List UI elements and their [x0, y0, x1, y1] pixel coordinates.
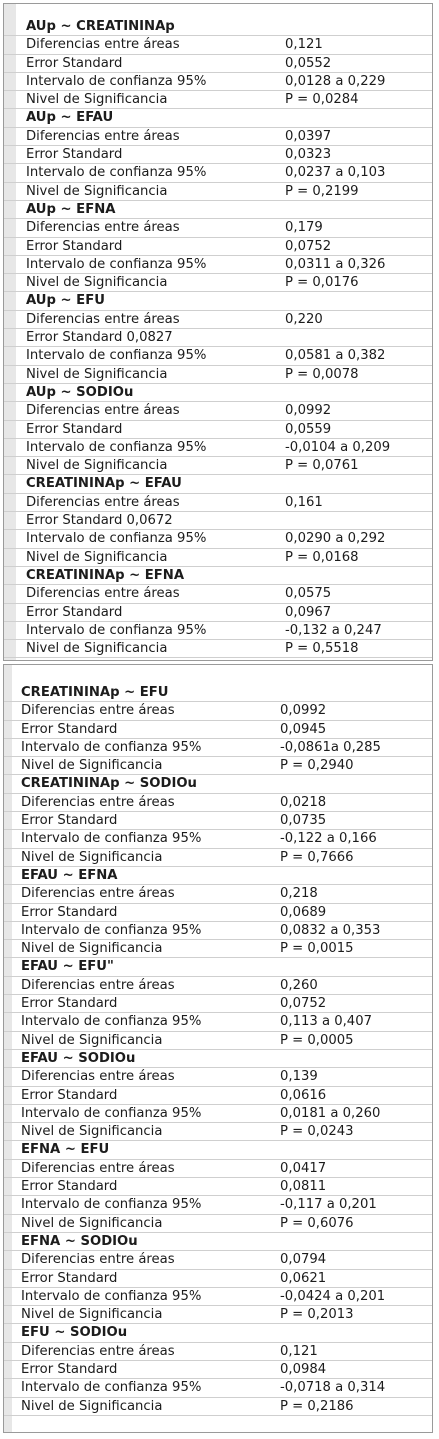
stat-value: P = 0,0284	[285, 92, 359, 108]
stat-row	[4, 55, 432, 73]
stat-value: 0,260	[280, 977, 318, 993]
stat-value: P = 0,0015	[280, 941, 354, 957]
stat-label: Nivel de Significancia	[21, 1307, 163, 1323]
stat-row	[4, 1270, 432, 1288]
stat-row	[4, 1215, 432, 1233]
stat-label: Error Standard	[21, 1179, 118, 1195]
stat-value: -0,0424 a 0,201	[280, 1288, 386, 1304]
stat-label: Nivel de Significancia	[21, 1032, 163, 1048]
stat-row	[4, 1105, 432, 1123]
stat-label: Nivel de Significancia	[21, 758, 163, 774]
stat-label: Intervalo de confianza 95%	[21, 1288, 202, 1304]
stat-label: Intervalo de confianza 95%	[21, 739, 202, 755]
stat-label: Nivel de Significancia	[26, 183, 168, 199]
stat-value: 0,113 a 0,407	[280, 1014, 372, 1030]
stat-row	[4, 849, 432, 867]
stat-label: Nivel de Significancia	[26, 641, 168, 657]
stat-row	[4, 721, 432, 739]
stat-row	[4, 904, 432, 922]
stat-label: Intervalo de confianza 95%	[21, 1197, 202, 1213]
stat-row	[4, 1032, 432, 1050]
comparison-title: EFAU ~ SODIOu	[21, 1050, 136, 1066]
stat-label: Error Standard	[26, 238, 123, 254]
stat-row	[4, 1379, 432, 1397]
stat-label: Error Standard	[21, 996, 118, 1012]
stat-row	[4, 1251, 432, 1269]
stat-row	[4, 640, 432, 658]
stat-label: Error Standard	[21, 721, 118, 737]
stat-label: Intervalo de confianza 95%	[21, 1380, 202, 1396]
stat-label: Intervalo de confianza 95%	[26, 73, 207, 89]
stat-label: Error Standard	[26, 604, 123, 620]
stat-label: Diferencias entre áreas	[26, 37, 180, 53]
stat-row	[4, 146, 432, 164]
stat-row	[4, 1398, 432, 1416]
stat-value: -0,0718 a 0,314	[280, 1380, 386, 1396]
stat-label: Nivel de Significancia	[21, 941, 163, 957]
stat-row	[4, 812, 432, 830]
stat-value: 0,0689	[280, 904, 327, 920]
stat-value: -0,0861a 0,285	[280, 739, 381, 755]
stat-label: Error Standard	[21, 813, 118, 829]
comparison-header	[4, 384, 432, 402]
stat-row	[4, 183, 432, 201]
comparison-header	[4, 867, 432, 885]
stat-label: Diferencias entre áreas	[21, 703, 175, 719]
stat-row	[4, 549, 432, 567]
stat-value: -0,122 a 0,166	[280, 831, 377, 847]
stat-label: Intervalo de confianza 95%	[26, 165, 207, 181]
stat-value: P = 0,0243	[280, 1124, 354, 1140]
stat-row	[4, 329, 432, 347]
comparison-header	[4, 109, 432, 127]
stat-value: 0,0811	[280, 1179, 327, 1195]
stat-row	[4, 622, 432, 640]
stat-value: 0,0397	[285, 128, 332, 144]
stat-value: P = 0,6076	[280, 1215, 354, 1231]
comparison-title: EFNA ~ EFU	[21, 1142, 110, 1158]
stat-label: Nivel de Significancia	[21, 1215, 163, 1231]
comparison-header	[4, 684, 432, 702]
comparison-title: AUp ~ EFAU	[26, 110, 114, 126]
stat-row	[4, 604, 432, 622]
comparison-header	[4, 567, 432, 585]
stat-row	[4, 219, 432, 237]
stat-label: Error Standard	[26, 421, 123, 437]
stat-row	[4, 421, 432, 439]
stat-value: 0,0621	[280, 1270, 327, 1286]
stat-label: Error Standard	[21, 1087, 118, 1103]
comparison-title: AUp ~ EFNA	[26, 201, 116, 217]
stat-label: Nivel de Significancia	[21, 1398, 163, 1414]
stat-value: 0,0323	[285, 147, 332, 163]
stat-row	[4, 164, 432, 182]
comparison-header	[4, 18, 432, 36]
stat-label: Error Standard	[21, 1270, 118, 1286]
stat-value: 0,0832 a 0,353	[280, 922, 381, 938]
stat-value: P = 0,0761	[285, 458, 359, 474]
stat-label: Intervalo de confianza 95%	[26, 622, 207, 638]
stat-label: Diferencias entre áreas	[26, 494, 180, 510]
stat-value: -0,0104 a 0,209	[285, 439, 391, 455]
comparison-header	[4, 1324, 432, 1342]
stat-row	[4, 922, 432, 940]
stat-row	[4, 238, 432, 256]
stat-row	[4, 1343, 432, 1361]
stat-value: 0,0992	[280, 703, 327, 719]
stat-row	[4, 885, 432, 903]
stat-label: Diferencias entre áreas	[21, 1069, 175, 1085]
stat-label: Error Standard	[21, 1361, 118, 1377]
stat-value: P = 0,0168	[285, 549, 359, 565]
stat-row	[4, 1178, 432, 1196]
stat-row	[4, 830, 432, 848]
stat-value: 0,0752	[280, 996, 327, 1012]
stat-value: 0,0581 a 0,382	[285, 348, 386, 364]
comparison-header	[4, 1050, 432, 1068]
stat-value: 0,0984	[280, 1361, 327, 1377]
stat-label: Diferencias entre áreas	[21, 1160, 175, 1176]
stat-row	[4, 73, 432, 91]
stat-row	[4, 1123, 432, 1141]
stat-row	[4, 702, 432, 720]
stat-label: Nivel de Significancia	[21, 1124, 163, 1140]
stat-row	[4, 494, 432, 512]
comparison-title: EFAU ~ EFNA	[21, 867, 118, 883]
stat-row	[4, 940, 432, 958]
stat-value: P = 0,0078	[285, 366, 359, 382]
stat-row	[4, 1013, 432, 1031]
comparison-header	[4, 292, 432, 310]
stat-value: P = 0,2013	[280, 1307, 354, 1323]
stat-row	[4, 128, 432, 146]
stat-row	[4, 1196, 432, 1214]
stat-row	[4, 1306, 432, 1324]
stat-value: 0,0552	[285, 55, 332, 71]
stat-value: -0,117 a 0,201	[280, 1197, 377, 1213]
stat-label: Diferencias entre áreas	[26, 403, 180, 419]
stat-value: 0,179	[285, 220, 323, 236]
stat-value: 0,0559	[285, 421, 332, 437]
stat-value: 0,0794	[280, 1252, 327, 1268]
stat-value: 0,121	[285, 37, 323, 53]
stat-row	[4, 256, 432, 274]
stat-row	[4, 530, 432, 548]
stat-row	[4, 347, 432, 365]
stat-label: Intervalo de confianza 95%	[26, 348, 207, 364]
comparison-title: CREATININAp ~ SODIOu	[21, 776, 197, 792]
comparison-header	[4, 958, 432, 976]
stat-value: 0,0945	[280, 721, 327, 737]
comparison-title: AUp ~ SODIOu	[26, 384, 134, 400]
stat-value: 0,0992	[285, 403, 332, 419]
stat-label: Diferencias entre áreas	[26, 128, 180, 144]
stat-row	[4, 1160, 432, 1178]
stat-row	[4, 739, 432, 757]
stat-value: 0,0575	[285, 586, 332, 602]
stat-value: 0,218	[280, 886, 318, 902]
comparison-header	[4, 1141, 432, 1159]
stat-label: Error Standard 0,0827	[26, 330, 173, 346]
comparison-title: CREATININAp ~ EFAU	[26, 476, 182, 492]
stat-row	[4, 1361, 432, 1379]
stat-value: 0,0967	[285, 604, 332, 620]
stat-label: Error Standard	[26, 55, 123, 71]
results-table-page-2	[3, 664, 433, 1433]
stat-label: Nivel de Significancia	[26, 92, 168, 108]
stat-value: 0,0616	[280, 1087, 327, 1103]
stat-label: Nivel de Significancia	[26, 458, 168, 474]
stat-label: Diferencias entre áreas	[26, 586, 180, 602]
stat-label: Diferencias entre áreas	[21, 977, 175, 993]
rows-container	[4, 18, 432, 658]
stat-value: 0,220	[285, 311, 323, 327]
stat-value: 0,0237 a 0,103	[285, 165, 386, 181]
stat-value: 0,0128 a 0,229	[285, 73, 386, 89]
stat-row	[4, 91, 432, 109]
comparison-title: EFAU ~ EFU"	[21, 959, 114, 975]
comparison-header	[4, 201, 432, 219]
comparison-title: CREATININAp ~ EFU	[21, 685, 169, 700]
stat-row	[4, 274, 432, 292]
stat-label: Intervalo de confianza 95%	[21, 831, 202, 847]
comparison-title: EFU ~ SODIOu	[21, 1325, 128, 1341]
comparison-title: AUp ~ EFU	[26, 293, 105, 309]
stat-label: Nivel de Significancia	[26, 366, 168, 382]
stat-label: Nivel de Significancia	[21, 849, 163, 865]
comparison-header	[4, 475, 432, 493]
stat-value: P = 0,0176	[285, 275, 359, 291]
stat-value: P = 0,5518	[285, 641, 359, 657]
results-table-page-1	[3, 3, 433, 661]
stat-label: Intervalo de confianza 95%	[21, 1105, 202, 1121]
comparison-title: CREATININAp ~ EFNA	[26, 567, 185, 583]
stat-value: 0,0752	[285, 238, 332, 254]
stat-label: Intervalo de confianza 95%	[26, 256, 207, 272]
stat-row	[4, 585, 432, 603]
stat-label: Error Standard 0,0672	[26, 513, 173, 529]
stat-label: Diferencias entre áreas	[21, 1343, 175, 1359]
stat-row	[4, 977, 432, 995]
rows-container	[4, 684, 432, 1416]
stat-value: 0,0181 a 0,260	[280, 1105, 381, 1121]
stat-value: 0,0290 a 0,292	[285, 531, 386, 547]
stat-label: Error Standard	[26, 147, 123, 163]
stat-label: Intervalo de confianza 95%	[26, 531, 207, 547]
stat-label: Diferencias entre áreas	[21, 886, 175, 902]
comparison-title: AUp ~ CREATININAp	[26, 19, 175, 34]
stat-value: 0,0735	[280, 813, 327, 829]
stat-row	[4, 1068, 432, 1086]
stat-label: Diferencias entre áreas	[26, 311, 180, 327]
stat-label: Nivel de Significancia	[26, 549, 168, 565]
stat-row	[4, 794, 432, 812]
stat-label: Intervalo de confianza 95%	[21, 1014, 202, 1030]
stat-value: 0,0218	[280, 794, 327, 810]
stat-value: 0,161	[285, 494, 323, 510]
stat-label: Diferencias entre áreas	[26, 220, 180, 236]
stat-row	[4, 402, 432, 420]
stat-value: P = 0,2940	[280, 758, 354, 774]
stat-row	[4, 1087, 432, 1105]
stat-value: P = 0,2186	[280, 1398, 354, 1414]
stat-row	[4, 439, 432, 457]
stat-value: 0,139	[280, 1069, 318, 1085]
stat-label: Intervalo de confianza 95%	[21, 922, 202, 938]
comparison-title: EFNA ~ SODIOu	[21, 1233, 138, 1249]
stat-row	[4, 457, 432, 475]
stat-label: Error Standard	[21, 904, 118, 920]
stat-label: Diferencias entre áreas	[21, 1252, 175, 1268]
comparison-header	[4, 775, 432, 793]
stat-value: P = 0,0005	[280, 1032, 354, 1048]
stat-row	[4, 36, 432, 54]
stat-row	[4, 311, 432, 329]
stat-value: P = 0,7666	[280, 849, 354, 865]
stat-row	[4, 995, 432, 1013]
stat-row	[4, 366, 432, 384]
stat-row	[4, 512, 432, 530]
stat-value: -0,132 a 0,247	[285, 622, 382, 638]
stat-value: 0,0311 a 0,326	[285, 256, 386, 272]
stat-value: 0,0417	[280, 1160, 327, 1176]
stat-row	[4, 757, 432, 775]
stat-label: Nivel de Significancia	[26, 275, 168, 291]
stat-label: Intervalo de confianza 95%	[26, 439, 207, 455]
stat-row	[4, 1288, 432, 1306]
comparison-header	[4, 1233, 432, 1251]
stat-value: P = 0,2199	[285, 183, 359, 199]
stat-label: Diferencias entre áreas	[21, 794, 175, 810]
stat-value: 0,121	[280, 1343, 318, 1359]
